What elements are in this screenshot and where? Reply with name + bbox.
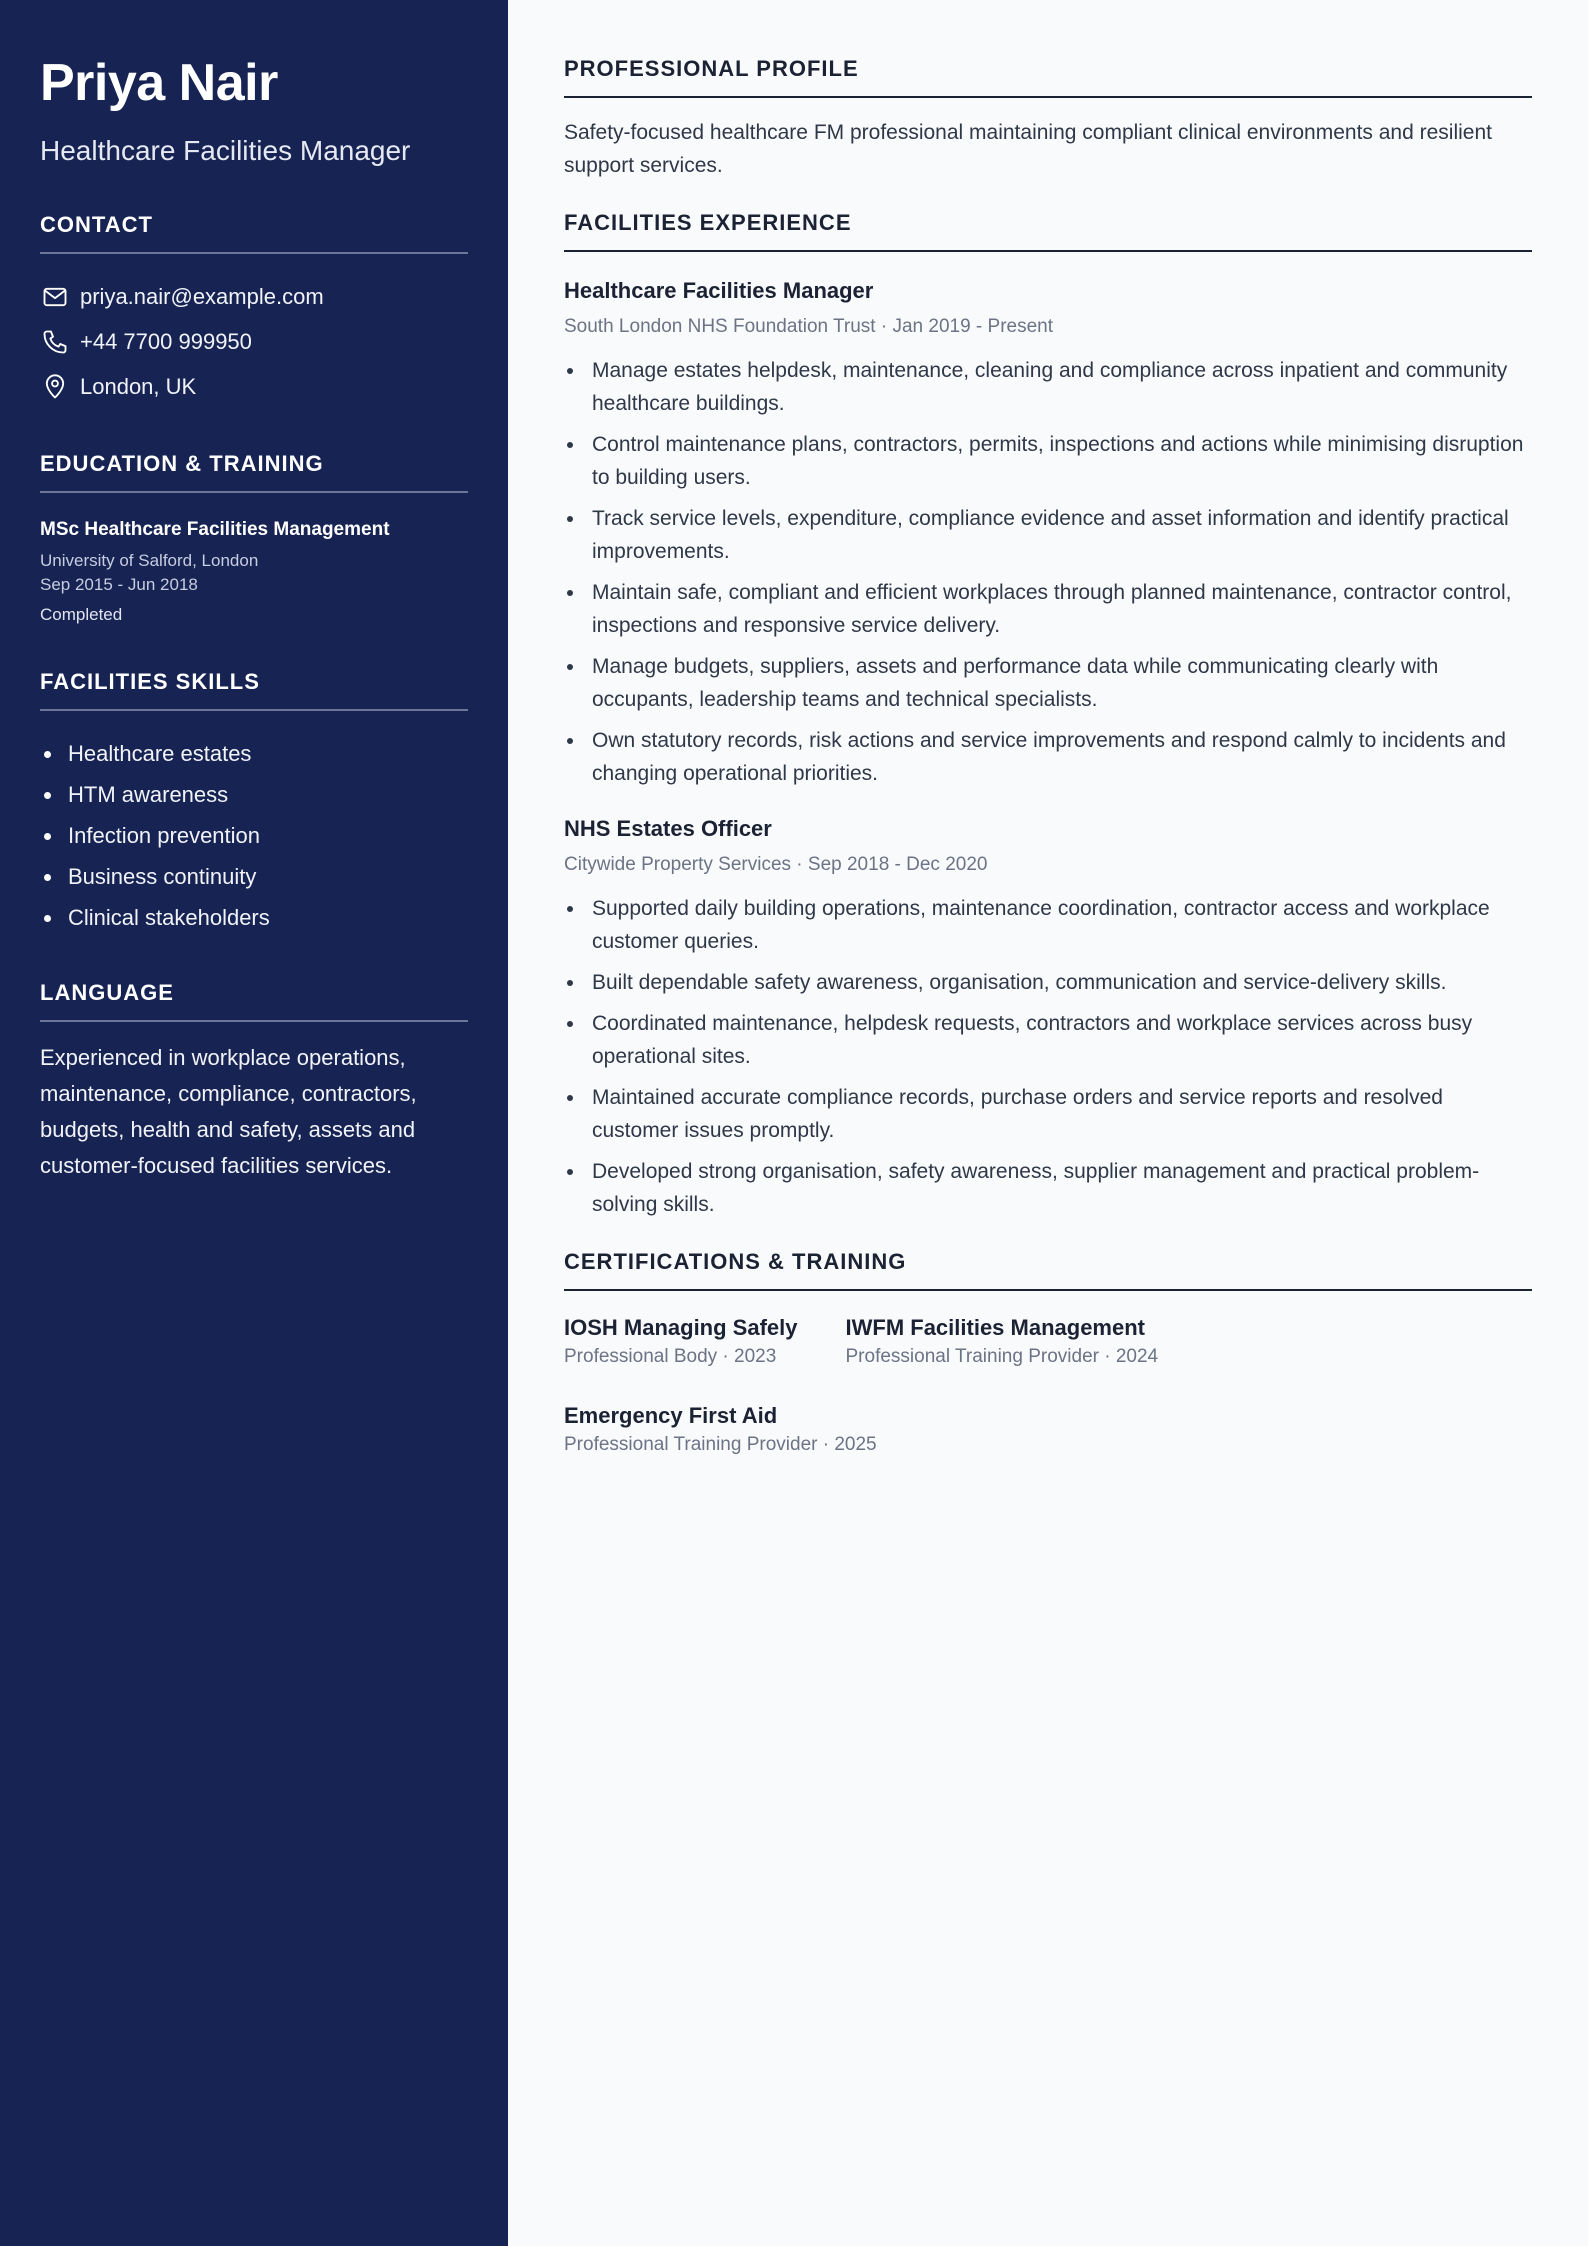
profile-text: Safety-focused healthcare FM professional maintaining compliant clinical environments and resilient support services. [564, 121, 1492, 177]
contact-heading: CONTACT [40, 212, 468, 254]
job-meta: Citywide Property Services · Sep 2018 - Dec 2020 [564, 854, 988, 875]
job-bullet: Maintain safe, compliant and efficient workplaces through planned maintenance, contractor control, inspections and responsive service delivery. [564, 576, 1532, 642]
job-bullet: Maintained accurate compliance records, purchase orders and service reports and resolved customer issues promptly. [564, 1081, 1532, 1147]
main-content [508, 0, 1588, 2246]
profile-heading: PROFESSIONAL PROFILE [564, 56, 1532, 98]
experience-section [564, 210, 1532, 1221]
language-heading: LANGUAGE [40, 980, 468, 1022]
skills-heading: FACILITIES SKILLS [40, 669, 468, 711]
candidate-name: Priya Nair [40, 54, 278, 112]
sidebar [0, 0, 508, 2246]
certification-item [846, 1313, 1159, 1371]
skill-item: HTM awareness [40, 774, 468, 815]
language-text: Experienced in workplace operations, maintenance, compliance, contractors, budgets, health and safety, assets and customer-focused facilities services. [40, 1045, 417, 1178]
certification-name: Emergency First Aid [564, 1403, 778, 1428]
certification-meta: Professional Training Provider · 2025 [564, 1434, 877, 1455]
contact-phone[interactable] [40, 319, 468, 364]
mail-icon [40, 282, 70, 312]
job-bullet: Manage estates helpdesk, maintenance, cleaning and compliance across inpatient and community healthcare buildings. [564, 354, 1532, 420]
certification-name: IOSH Managing Safely [564, 1315, 798, 1340]
skills-section [40, 669, 468, 938]
certification-item [564, 1313, 798, 1371]
education-section [40, 451, 468, 627]
candidate-role: Healthcare Facilities Manager [40, 135, 411, 166]
education-heading: EDUCATION & TRAINING [40, 451, 468, 493]
certification-item [564, 1401, 1484, 1459]
skill-item: Clinical stakeholders [40, 897, 468, 938]
job-bullet: Manage budgets, suppliers, assets and performance data while communicating clearly with occupants, leadership teams and technical specialists. [564, 650, 1532, 716]
job-bullets [564, 892, 1532, 1221]
job-bullet: Supported daily building operations, maintenance coordination, contractor access and workplace customer queries. [564, 892, 1532, 958]
job-title: NHS Estates Officer [564, 816, 772, 841]
job-bullet: Coordinated maintenance, helpdesk requests, contractors and workplace services across busy operational sites. [564, 1007, 1532, 1073]
contact-phone-text: +44 7700 999950 [80, 328, 252, 354]
phone-icon [40, 327, 70, 357]
skill-item: Healthcare estates [40, 733, 468, 774]
certification-name: IWFM Facilities Management [845, 1315, 1145, 1340]
job-meta: South London NHS Foundation Trust · Jan 2019 - Present [564, 316, 1054, 337]
skill-item: Infection prevention [40, 815, 468, 856]
experience-heading: FACILITIES EXPERIENCE [564, 210, 1532, 252]
education-dates: Sep 2015 - Jun 2018 [40, 575, 198, 594]
job-bullet: Track service levels, expenditure, compliance evidence and asset information and identify practical improvements. [564, 502, 1532, 568]
certification-meta: Professional Training Provider · 2024 [845, 1346, 1159, 1367]
contact-list [40, 274, 468, 409]
job-bullet: Own statutory records, risk actions and service improvements and respond calmly to incidents and changing operational priorities. [564, 724, 1532, 790]
language-section [40, 980, 468, 1184]
skills-list [40, 733, 468, 938]
certification-meta: Professional Body · 2023 [564, 1346, 777, 1367]
education-degree: MSc Healthcare Facilities Management [40, 519, 390, 540]
job-bullet: Built dependable safety awareness, organisation, communication and service-delivery skills. [564, 966, 1532, 999]
contact-email-text: priya.nair@example.com [80, 283, 324, 309]
education-school: University of Salford, London [40, 551, 259, 570]
profile-section [564, 56, 1532, 182]
job-bullets [564, 354, 1532, 790]
contact-email[interactable] [40, 274, 468, 319]
certifications-heading: CERTIFICATIONS & TRAINING [564, 1249, 1532, 1291]
job-entry [564, 814, 1532, 1221]
skill-item: Business continuity [40, 856, 468, 897]
contact-location [40, 364, 468, 409]
certifications-list [564, 1313, 1532, 1489]
job-bullet: Developed strong organisation, safety awareness, supplier management and practical problem-solving skills. [564, 1155, 1532, 1221]
certifications-section [564, 1249, 1532, 1489]
contact-section [40, 212, 468, 409]
education-status: Completed [40, 605, 123, 624]
job-title: Healthcare Facilities Manager [564, 278, 874, 303]
job-bullet: Control maintenance plans, contractors, permits, inspections and actions while minimising disruption to building users. [564, 428, 1532, 494]
contact-location-text: London, UK [80, 373, 197, 399]
location-icon [40, 372, 70, 402]
job-entry [564, 276, 1532, 790]
